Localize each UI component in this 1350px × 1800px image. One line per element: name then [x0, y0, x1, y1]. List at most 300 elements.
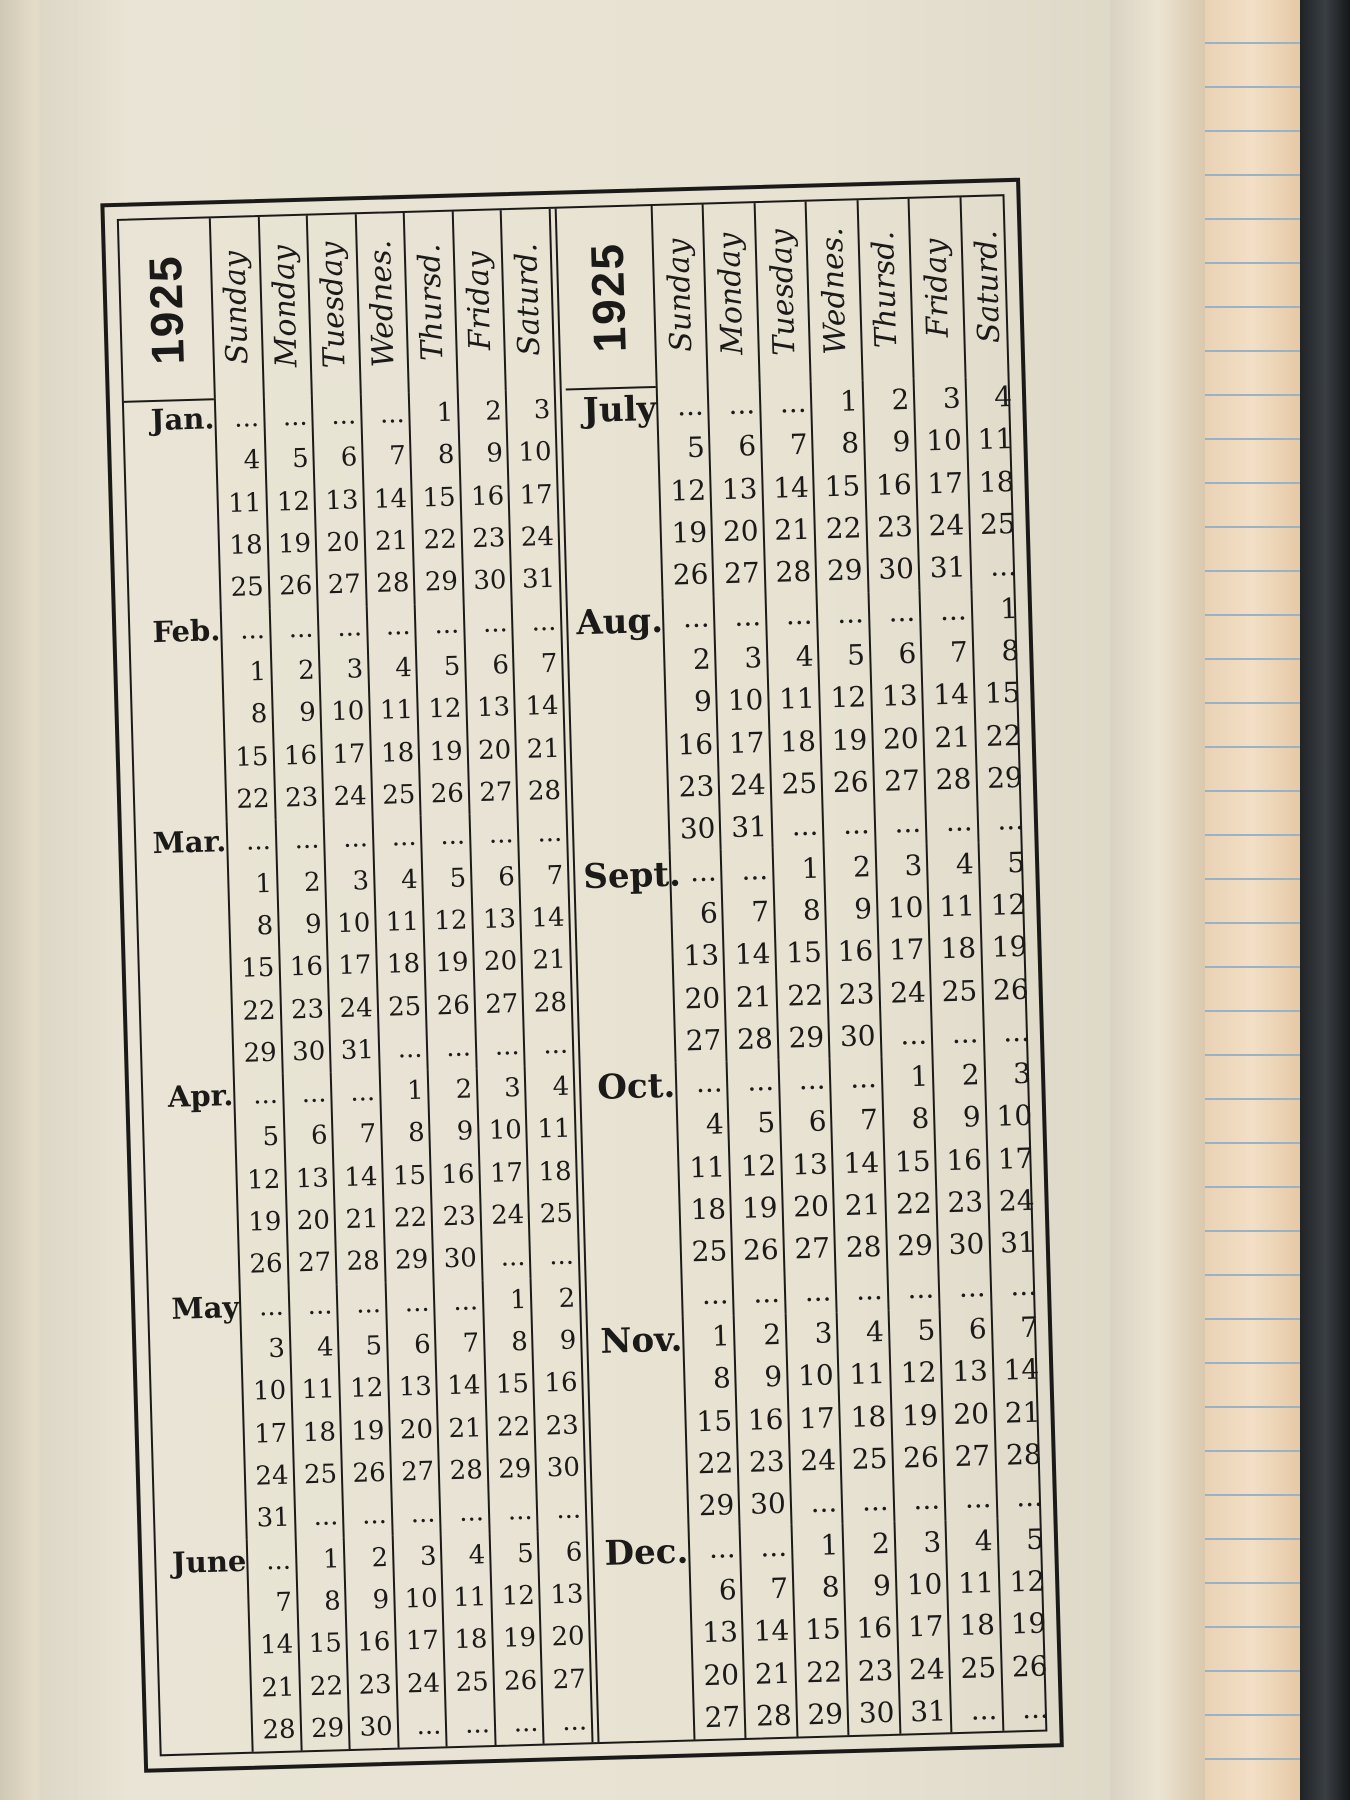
- weekday-column: [489, 1532, 543, 1745]
- date-cell: 20: [477, 734, 512, 766]
- date-cell: 29: [394, 1245, 429, 1276]
- weekday-column: [505, 389, 559, 602]
- date-cell: 19: [502, 1623, 537, 1654]
- date-cell: 12: [276, 486, 311, 518]
- weekday-column: [524, 1066, 578, 1279]
- date-cell: 13: [549, 1579, 584, 1611]
- date-cell: 11: [301, 1374, 336, 1406]
- date-cell: ...: [798, 1062, 826, 1097]
- date-cell: 1: [509, 1284, 528, 1316]
- date-cell: 26: [832, 765, 869, 800]
- ruled-facing-page: [1205, 0, 1300, 1800]
- date-cell: ...: [307, 1290, 333, 1321]
- date-cell: 23: [471, 523, 506, 555]
- date-cell: 1: [322, 1543, 340, 1575]
- date-cell: 27: [327, 569, 362, 601]
- month-grid: [682, 1306, 1048, 1528]
- date-cell: 6: [340, 442, 358, 474]
- date-cell: 11: [688, 1150, 726, 1185]
- weekday-column: [764, 593, 822, 848]
- date-cell: ...: [531, 606, 557, 638]
- date-cell: 21: [844, 1188, 881, 1223]
- date-cell: 12: [501, 1580, 536, 1612]
- date-cell: 26: [672, 557, 709, 592]
- weekday-column: [336, 1282, 392, 1537]
- date-cell: ...: [433, 609, 460, 640]
- month-block: [136, 812, 573, 1078]
- date-cell: 30: [858, 1695, 895, 1730]
- date-cell: 15: [495, 1369, 530, 1401]
- date-cell: 11: [452, 1582, 487, 1613]
- weekday-column: [977, 841, 1034, 1054]
- month-grid: [688, 1518, 1054, 1740]
- date-cell: 4: [468, 1539, 486, 1571]
- date-cell: ...: [888, 594, 916, 629]
- date-cell: 9: [892, 425, 911, 459]
- date-cell: 15: [785, 935, 823, 970]
- date-cell: 17: [888, 932, 926, 967]
- date-cell: 3: [814, 1316, 833, 1350]
- date-cell: 5: [262, 1122, 280, 1153]
- date-cell: 13: [295, 1163, 330, 1195]
- month-grid: [233, 1066, 579, 1287]
- date-cell: ...: [682, 600, 711, 635]
- weekday-column: [360, 393, 414, 606]
- date-cell: 27: [478, 777, 513, 809]
- date-cell: 11: [848, 1357, 886, 1392]
- date-cell: ...: [342, 823, 369, 855]
- weekday-column: [343, 1536, 397, 1749]
- weekday-column: [939, 1308, 996, 1521]
- date-cell: 17: [332, 738, 366, 770]
- date-cell: 1: [255, 868, 273, 899]
- date-cell: 14: [343, 1161, 378, 1193]
- date-cell: 6: [497, 861, 516, 893]
- date-cell: 22: [393, 1202, 428, 1234]
- date-cell: 12: [433, 905, 468, 937]
- date-cell: 4: [974, 1523, 994, 1558]
- date-cell: ...: [746, 1064, 775, 1098]
- date-cell: 15: [894, 1144, 931, 1179]
- date-cell: 21: [754, 1656, 791, 1691]
- date-cell: 23: [284, 782, 319, 814]
- date-cell: 19: [671, 515, 708, 550]
- date-cell: 11: [379, 695, 414, 727]
- date-cell: 31: [999, 1226, 1037, 1261]
- weekday-column: [669, 850, 726, 1063]
- date-cell: 27: [954, 1439, 991, 1473]
- date-cell: 26: [902, 1440, 940, 1475]
- date-cell: 11: [227, 487, 262, 519]
- date-cell: 22: [697, 1446, 734, 1481]
- date-cell: 1: [839, 384, 859, 418]
- date-cell: 26: [1011, 1649, 1048, 1684]
- date-cell: 9: [304, 909, 323, 940]
- date-cell: 8: [712, 1361, 732, 1396]
- weekday-column: [790, 1524, 847, 1737]
- date-cell: 14: [525, 691, 560, 723]
- date-cell: 21: [1004, 1395, 1041, 1430]
- date-cell: 10: [330, 696, 365, 728]
- date-cell: 9: [872, 1568, 892, 1603]
- month-block: [579, 841, 1035, 1065]
- year-heading: [119, 218, 214, 402]
- date-cell: 25: [539, 1198, 574, 1230]
- date-cell: ...: [906, 1271, 935, 1306]
- date-cell: ...: [849, 1061, 878, 1095]
- date-cell: 27: [793, 1231, 831, 1266]
- date-cell: 21: [260, 1672, 295, 1704]
- date-cell: 5: [756, 1106, 776, 1140]
- date-cell: 19: [247, 1206, 282, 1238]
- date-cell: 15: [422, 482, 457, 514]
- date-cell: ...: [265, 1545, 292, 1576]
- date-cell: ...: [258, 1291, 285, 1323]
- weekday-column: [983, 1053, 1041, 1308]
- date-cell: 15: [234, 741, 269, 773]
- date-cell: 21: [374, 526, 409, 557]
- date-cell: ...: [336, 611, 363, 643]
- date-cell: 29: [310, 1713, 345, 1744]
- date-cell: 14: [531, 902, 565, 934]
- date-cell: ...: [970, 1692, 998, 1727]
- date-cell: 14: [734, 937, 771, 972]
- date-cell: ...: [752, 1275, 781, 1310]
- date-cell: 16: [945, 1142, 983, 1177]
- month-label: July: [582, 389, 657, 432]
- date-cell: 22: [895, 1186, 933, 1221]
- date-cell: 6: [898, 636, 917, 671]
- month-grid: [239, 1277, 586, 1540]
- date-cell: 24: [729, 768, 767, 803]
- date-cell: ...: [482, 607, 509, 639]
- date-cell: 23: [876, 509, 914, 544]
- day-heading: Saturd.: [959, 196, 1015, 377]
- date-cell: 28: [1005, 1437, 1043, 1472]
- weekday-column: [932, 1054, 990, 1309]
- month-label: Aug.: [575, 600, 664, 643]
- date-cell: 2: [558, 1283, 576, 1314]
- date-cell: 30: [749, 1487, 787, 1522]
- calendar-frame: [100, 178, 1063, 1773]
- date-cell: 13: [398, 1371, 433, 1403]
- date-cell: ...: [1009, 1268, 1038, 1303]
- calendar-header-left: [119, 209, 554, 401]
- date-cell: 22: [242, 995, 276, 1027]
- date-cell: 16: [356, 1627, 391, 1659]
- weekday-column: [675, 1061, 733, 1316]
- date-cell: 7: [388, 441, 407, 472]
- date-cell: 21: [934, 719, 971, 754]
- date-cell: ...: [548, 1240, 575, 1272]
- date-cell: 10: [906, 1567, 943, 1602]
- date-cell: 10: [925, 423, 963, 458]
- month-label: Oct.: [596, 1065, 676, 1109]
- date-cell: 19: [429, 736, 464, 768]
- date-cell: 15: [240, 953, 275, 984]
- date-cell: 27: [723, 556, 761, 591]
- month-label: Feb.: [152, 612, 221, 649]
- date-cell: ...: [791, 808, 819, 843]
- weekday-column: [771, 847, 828, 1060]
- date-cell: 30: [443, 1243, 478, 1275]
- weekday-column: [777, 1058, 835, 1313]
- date-cell: ...: [893, 806, 922, 840]
- date-cell: 9: [559, 1325, 577, 1357]
- day-heading: Wednes.: [805, 200, 861, 381]
- date-cell: 28: [736, 1021, 774, 1056]
- date-cell: ...: [701, 1277, 729, 1311]
- date-cell: ...: [239, 614, 266, 646]
- date-cell: 31: [521, 564, 556, 596]
- month-grid: [220, 600, 566, 821]
- weekday-column: [829, 1057, 887, 1312]
- date-cell: 28: [527, 775, 562, 807]
- weekday-column: [233, 1074, 287, 1287]
- date-cell: 5: [686, 431, 706, 465]
- date-cell: 30: [546, 1452, 581, 1484]
- date-cell: 21: [526, 733, 561, 765]
- date-cell: 1: [436, 397, 454, 429]
- weekday-column: [688, 1527, 745, 1740]
- date-cell: 8: [911, 1102, 930, 1136]
- date-cell: 25: [455, 1666, 490, 1698]
- weekday-column: [926, 843, 983, 1056]
- weekday-column: [887, 1309, 944, 1522]
- weekday-column: [420, 814, 476, 1069]
- day-heading: Friday: [908, 197, 964, 378]
- date-cell: 11: [977, 422, 1014, 457]
- weekday-column: [476, 1067, 530, 1280]
- month-grid: [656, 376, 1022, 598]
- month-block: [124, 389, 560, 612]
- date-cell: 19: [435, 947, 470, 979]
- calendar-body-right: [566, 376, 1054, 1742]
- date-cell: 20: [792, 1189, 830, 1224]
- date-cell: 7: [750, 894, 770, 929]
- month-label: May: [171, 1289, 240, 1326]
- date-cell: ...: [294, 824, 320, 856]
- weekday-column: [281, 1072, 335, 1285]
- month-block: [566, 376, 1022, 600]
- weekday-column: [784, 1312, 841, 1525]
- date-cell: 29: [424, 566, 459, 598]
- date-cell: 7: [462, 1328, 480, 1359]
- date-cell: 28: [346, 1246, 381, 1278]
- date-cell: 1: [801, 851, 820, 885]
- month-grid: [675, 1053, 1042, 1317]
- date-cell: 10: [887, 890, 924, 925]
- date-cell: 10: [336, 908, 371, 939]
- date-cell: 15: [824, 469, 861, 504]
- weekday-column: [945, 1519, 1002, 1732]
- date-cell: ...: [416, 1710, 442, 1742]
- date-cell: 11: [957, 1565, 995, 1600]
- year-heading: [561, 206, 656, 390]
- date-cell: 22: [236, 783, 271, 815]
- calendar-body-left: [124, 389, 592, 1754]
- date-cell: 18: [302, 1416, 337, 1448]
- date-cell: 26: [436, 989, 471, 1021]
- date-cell: 17: [253, 1418, 288, 1450]
- date-cell: 16: [470, 481, 505, 512]
- date-cell: 6: [968, 1312, 988, 1346]
- day-heading: Friday: [452, 210, 506, 391]
- month-block: [149, 1277, 586, 1543]
- date-cell: 30: [291, 1036, 326, 1068]
- date-cell: 10: [404, 1583, 439, 1615]
- date-cell: 9: [693, 684, 713, 719]
- date-cell: 20: [551, 1621, 586, 1653]
- date-cell: 20: [952, 1396, 990, 1431]
- date-cell: 28: [449, 1455, 484, 1487]
- weekday-column: [656, 385, 713, 598]
- date-cell: 12: [990, 887, 1027, 922]
- date-cell: 17: [519, 479, 554, 511]
- date-cell: 15: [695, 1403, 733, 1438]
- date-cell: 20: [483, 946, 518, 978]
- date-cell: 4: [993, 380, 1013, 414]
- date-cell: 7: [540, 648, 558, 680]
- date-cell: 7: [769, 1571, 789, 1606]
- date-cell: 10: [518, 437, 552, 469]
- weekday-column: [739, 1525, 796, 1738]
- day-heading: Thursd.: [403, 212, 457, 393]
- date-cell: 29: [497, 1453, 532, 1485]
- date-cell: 1: [909, 1059, 929, 1094]
- date-cell: 13: [324, 485, 359, 517]
- date-cell: 19: [350, 1415, 385, 1447]
- date-cell: 27: [552, 1663, 587, 1695]
- date-cell: 8: [510, 1326, 529, 1358]
- calendar-inner-frame: [117, 194, 1048, 1756]
- date-cell: 18: [850, 1399, 887, 1434]
- month-grid: [669, 841, 1035, 1063]
- date-cell: 8: [437, 440, 455, 471]
- date-cell: 16: [283, 740, 318, 772]
- date-cell: ...: [676, 388, 705, 423]
- date-cell: 18: [779, 724, 817, 759]
- weekday-column: [378, 1070, 432, 1283]
- date-cell: 8: [840, 426, 860, 461]
- date-cell: 13: [701, 1615, 739, 1650]
- weekday-column: [262, 396, 316, 609]
- date-cell: ...: [361, 1500, 388, 1531]
- date-cell: 14: [843, 1145, 880, 1180]
- date-cell: ...: [233, 403, 260, 434]
- date-cell: 19: [831, 722, 868, 757]
- date-cell: ...: [507, 1496, 533, 1527]
- date-cell: 16: [837, 934, 874, 969]
- date-cell: 10: [727, 683, 764, 718]
- month-label: Dec.: [604, 1531, 689, 1574]
- day-heading: Monday: [257, 216, 311, 397]
- date-cell: 25: [381, 779, 416, 811]
- date-cell: 16: [875, 467, 913, 502]
- date-cell: 16: [856, 1611, 893, 1646]
- date-cell: 10: [252, 1376, 287, 1407]
- date-cell: 22: [985, 718, 1022, 753]
- date-cell: 20: [399, 1414, 434, 1446]
- date-cell: 1: [820, 1527, 839, 1562]
- date-cell: 25: [303, 1459, 338, 1491]
- date-cell: 8: [323, 1586, 342, 1617]
- date-cell: 5: [516, 1538, 535, 1569]
- date-cell: 22: [805, 1654, 843, 1689]
- weekday-column: [537, 1531, 591, 1744]
- date-cell: 2: [762, 1317, 782, 1352]
- date-cell: 8: [802, 893, 822, 927]
- date-cell: 25: [230, 572, 265, 604]
- date-cell: ...: [759, 1529, 788, 1564]
- date-cell: 13: [682, 938, 720, 973]
- weekday-column: [371, 816, 427, 1071]
- date-cell: 5: [291, 444, 310, 475]
- date-cell: 11: [938, 889, 976, 924]
- date-cell: 24: [406, 1668, 441, 1699]
- date-cell: 22: [825, 511, 862, 546]
- date-cell: 4: [243, 445, 261, 476]
- date-cell: 2: [871, 1526, 891, 1560]
- weekday-column: [816, 592, 874, 847]
- date-cell: ...: [349, 1077, 376, 1108]
- date-cell: 3: [1012, 1056, 1032, 1091]
- date-cell: ...: [282, 401, 308, 433]
- date-cell: 13: [791, 1147, 829, 1182]
- date-cell: 26: [430, 778, 465, 810]
- weekday-column: [662, 596, 720, 851]
- date-cell: 28: [935, 762, 972, 797]
- date-cell: ...: [945, 804, 973, 839]
- date-cell: 19: [1010, 1606, 1047, 1641]
- date-cell: 1: [406, 1075, 424, 1107]
- weekday-column: [996, 1518, 1053, 1731]
- date-cell: ...: [1015, 1479, 1044, 1514]
- calendar-header-right: [561, 196, 1016, 388]
- date-cell: 17: [489, 1157, 524, 1189]
- date-cell: 20: [296, 1205, 331, 1237]
- date-cell: 20: [684, 980, 721, 1015]
- weekday-column: [294, 1538, 348, 1751]
- date-cell: 15: [308, 1628, 343, 1660]
- date-cell: 5: [443, 651, 461, 683]
- date-cell: 24: [333, 781, 368, 813]
- date-cell: 25: [979, 507, 1017, 542]
- date-cell: 6: [413, 1329, 432, 1361]
- date-cell: 23: [838, 976, 875, 1011]
- weekday-column: [317, 606, 371, 819]
- date-cell: 26: [992, 972, 1030, 1007]
- weekday-column: [408, 392, 462, 605]
- weekday-column: [861, 379, 918, 592]
- date-cell: ...: [779, 385, 807, 420]
- date-cell: 27: [400, 1456, 435, 1488]
- weekday-column: [481, 1278, 537, 1533]
- date-cell: ...: [964, 1481, 992, 1516]
- date-cell: 2: [692, 642, 712, 677]
- month-grid: [226, 812, 573, 1075]
- date-cell: 30: [948, 1227, 985, 1262]
- date-cell: 17: [728, 725, 765, 760]
- month-block: [156, 1531, 592, 1754]
- date-cell: 6: [491, 650, 510, 681]
- date-cell: 14: [932, 677, 970, 712]
- date-cell: 26: [742, 1233, 780, 1268]
- date-cell: 21: [773, 512, 811, 547]
- date-cell: 14: [373, 483, 408, 515]
- date-cell: 28: [845, 1230, 882, 1265]
- month-label: Mar.: [152, 824, 227, 861]
